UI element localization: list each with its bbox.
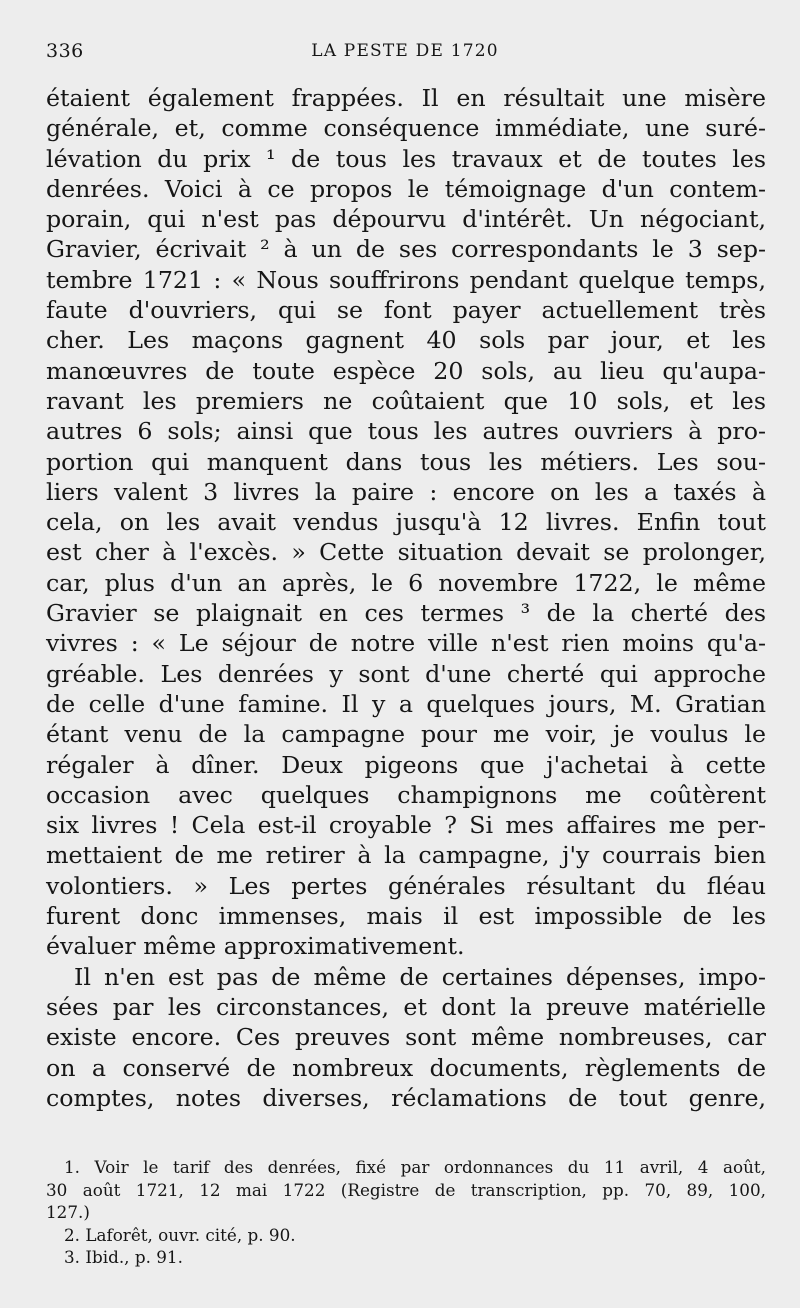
text-line: vivres : « Le séjour de notre ville n'est rien moins qu'a- xyxy=(46,629,766,658)
text-line: étaient également frappées. Il en résultait une misère xyxy=(46,84,766,112)
text-line: cela, on les avait vendus jusqu'à 12 livres. Enfin tout xyxy=(46,508,766,537)
footnote-separator xyxy=(46,1150,176,1151)
text-line: denrées. Voici à ce propos le témoignage d'un contem- xyxy=(46,174,766,203)
text-line: lévation du prix ¹ de tous les travaux et de toutes les xyxy=(46,144,766,173)
body-text xyxy=(46,83,766,1113)
text-line: occasion avec quelques champignons me coûtèrent xyxy=(46,780,766,809)
text-line: autres 6 sols; ainsi que tous les autres ouvriers à pro- xyxy=(46,417,766,446)
text-line: six livres ! Cela est-il croyable ? Si mes affaires me per- xyxy=(46,811,766,840)
text-line: sées par les circonstances, et dont la preuve matérielle xyxy=(46,992,766,1021)
text-line: est cher à l'excès. » Cette situation devait se prolonger, xyxy=(46,538,766,567)
text-line: générale, et, comme conséquence immédiate, une suré- xyxy=(46,114,766,143)
page-number: 336 xyxy=(46,40,84,62)
text-line: faute d'ouvriers, qui se font payer actuellement très xyxy=(46,296,766,325)
text-line: Gravier se plaignait en ces termes ³ de la cherté des xyxy=(46,599,766,628)
text-line: ravant les premiers ne coûtaient que 10 sols, et les xyxy=(46,386,766,415)
text-line: car, plus d'un an après, le 6 novembre 1722, le même xyxy=(46,568,766,597)
text-line: manœuvres de toute espèce 20 sols, au lieu qu'aupa- xyxy=(46,356,766,385)
page-header xyxy=(46,38,764,64)
text-line: de celle d'une famine. Il y a quelques jours, M. Gratian xyxy=(46,689,766,718)
footnotes xyxy=(46,1156,766,1269)
text-line: évaluer même approximativement. xyxy=(46,932,465,961)
text-line: porain, qui n'est pas dépourvu d'intérêt. Un négociant, xyxy=(46,205,766,234)
footnote-line: 30 août 1721, 12 mai 1722 (Registre de transcription, pp. 70, 89, 100, xyxy=(46,1179,766,1200)
text-line: cher. Les maçons gagnent 40 sols par jour, et les xyxy=(46,326,766,355)
text-line: Il n'en est pas de même de certaines dépenses, impo- xyxy=(74,962,766,991)
text-line: liers valent 3 livres la paire : encore on les a taxés à xyxy=(46,477,766,506)
footnote-line: 3. Ibid., p. 91. xyxy=(64,1247,183,1267)
running-title: LA PESTE DE 1720 xyxy=(311,41,499,61)
text-line: furent donc immenses, mais il est impossible de les xyxy=(46,902,766,931)
text-line: gréable. Les denrées y sont d'une cherté qui approche xyxy=(46,659,766,688)
text-line: Gravier, écrivait ² à un de ses correspondants le 3 sep- xyxy=(46,235,766,264)
text-line: régaler à dîner. Deux pigeons que j'achetai à cette xyxy=(46,750,766,779)
text-line: volontiers. » Les pertes générales résultant du fléau xyxy=(46,871,766,900)
footnote-line: 127.) xyxy=(46,1202,90,1222)
text-line: comptes, notes diverses, réclamations de tout genre, xyxy=(46,1083,766,1112)
text-line: on a conservé de nombreux documents, règlements de xyxy=(46,1053,766,1082)
text-line: portion qui manquent dans tous les métiers. Les sou- xyxy=(46,447,766,476)
footnote-line: 2. Laforêt, ouvr. cité, p. 90. xyxy=(64,1224,296,1245)
text-line: existe encore. Ces preuves sont même nombreuses, car xyxy=(46,1023,766,1052)
footnote-line: 1. Voir le tarif des denrées, fixé par ordonnances du 11 avril, 4 août, xyxy=(64,1157,766,1177)
text-line: étant venu de la campagne pour me voir, je voulus le xyxy=(46,720,766,749)
text-line: tembre 1721 : « Nous souffrirons pendant quelque temps, xyxy=(46,265,766,294)
text-line: mettaient de me retirer à la campagne, j'y courrais bien xyxy=(46,841,766,870)
